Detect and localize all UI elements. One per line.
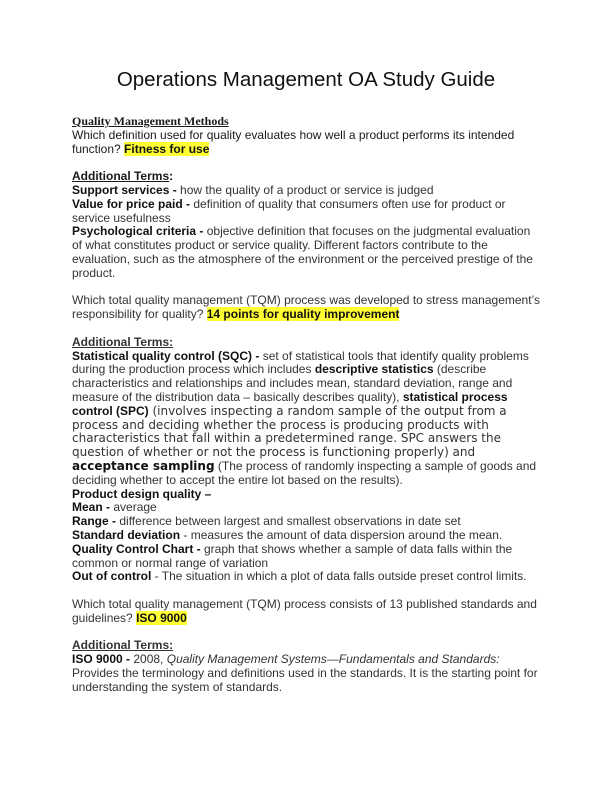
question-text: Which total quality management (TQM) process was developed to stress management’s responsibility for quality? [72, 293, 540, 322]
term-spc: statistical process control (SPC) [72, 389, 508, 418]
additional-terms-heading [72, 170, 540, 184]
term-label: Quality Control Chart - [72, 541, 201, 556]
term-label: Standard deviation [72, 527, 181, 542]
term-label: Product design quality – [72, 486, 212, 501]
answer-highlight: 14 points for quality improvement [206, 307, 400, 322]
question-fitness [72, 129, 540, 157]
term-label: Statistical quality control (SQC) - [72, 348, 260, 363]
additional-terms-heading [72, 336, 540, 350]
term-label: Psychological criteria - [72, 224, 204, 239]
term-definition: (The process of randomly inspecting a sample of goods and deciding whether to accept the entire lot based on the results). [72, 458, 537, 487]
terms-heading-text: Additional Terms: [72, 334, 174, 349]
term-definition: difference between largest and smallest observations in date set [116, 514, 461, 529]
term-definition: set of statistical tools that identify quality problems during the production process which includes [72, 348, 529, 377]
term-product-design-quality [72, 488, 540, 502]
term-sqc [72, 350, 540, 488]
terms-heading-colon: : [169, 169, 174, 184]
terms-heading-text: Additional Terms [72, 169, 170, 184]
term-iso-9000 [72, 653, 540, 694]
term-definition: graph that shows whether a sample of data falls within the common or normal range of variation [72, 541, 513, 570]
term-definition: objective definition that focuses on the judgmental evaluation of what constitutes product or service quality. Different factors contribute to the evaluation, such as the atmosphere of the environment or the perceived prestige of the product. [72, 224, 533, 280]
term-definition: average [110, 500, 157, 515]
term-definition: (involves inspecting a random sample of the output from a process and deciding whether the process is producing products with characteristics that fall within a predetermined range. SPC answers the question of whether or not the process is functioning properly) and [72, 403, 507, 460]
term-psychological-criteria [72, 225, 540, 280]
answer-highlight: Fitness for use [124, 141, 210, 156]
question-tqm-14-points [72, 294, 540, 322]
term-label: Value for price paid - [72, 196, 191, 211]
section-heading-quality-methods: Quality Management Methods [72, 114, 229, 128]
term-descriptive-statistics: descriptive statistics [314, 362, 434, 377]
question-iso-9000 [72, 598, 540, 626]
term-acceptance-sampling: acceptance sampling [72, 458, 215, 473]
term-definition: - measures the amount of data dispersion around the mean. [180, 527, 503, 542]
term-label: Support services - [72, 182, 177, 197]
term-definition: definition of quality that consumers often use for product or service usefulness [72, 196, 506, 225]
term-quality-control-chart [72, 543, 540, 571]
answer-highlight: ISO 9000 [136, 610, 187, 625]
additional-terms-heading [72, 639, 540, 653]
term-year: 2008, [130, 652, 167, 667]
terms-heading-text: Additional Terms: [72, 638, 174, 653]
term-definition: how the quality of a product or service is judged [176, 182, 434, 197]
term-definition: Provides the terminology and definitions used in the standards. It is the starting point for understanding the system of standards. [72, 665, 538, 694]
question-text: Which definition used for quality evaluates how well a product performs its intended function? [72, 127, 515, 156]
term-support-services [72, 184, 540, 198]
term-mean [72, 501, 540, 515]
term-range [72, 515, 540, 529]
term-value-for-price [72, 198, 540, 226]
term-definition: (describe characteristics and relationships and includes mean, standard deviation, range and measure of the distribution data – basically describes quality), [72, 362, 513, 404]
page-title: Operations Management OA Study Guide [116, 68, 496, 91]
term-publication-title: Quality Management Systems—Fundamentals and Standards: [166, 652, 500, 667]
term-label: Range - [72, 514, 117, 529]
term-definition: - The situation in which a plot of data falls outside preset control limits. [151, 569, 527, 584]
term-label: ISO 9000 - [72, 652, 131, 667]
question-text: Which total quality management (TQM) process consists of 13 published standards and guidelines? [72, 596, 537, 625]
term-label: Mean - [72, 500, 111, 515]
term-standard-deviation [72, 529, 540, 543]
term-out-of-control [72, 570, 540, 584]
term-label: Out of control [72, 569, 152, 584]
